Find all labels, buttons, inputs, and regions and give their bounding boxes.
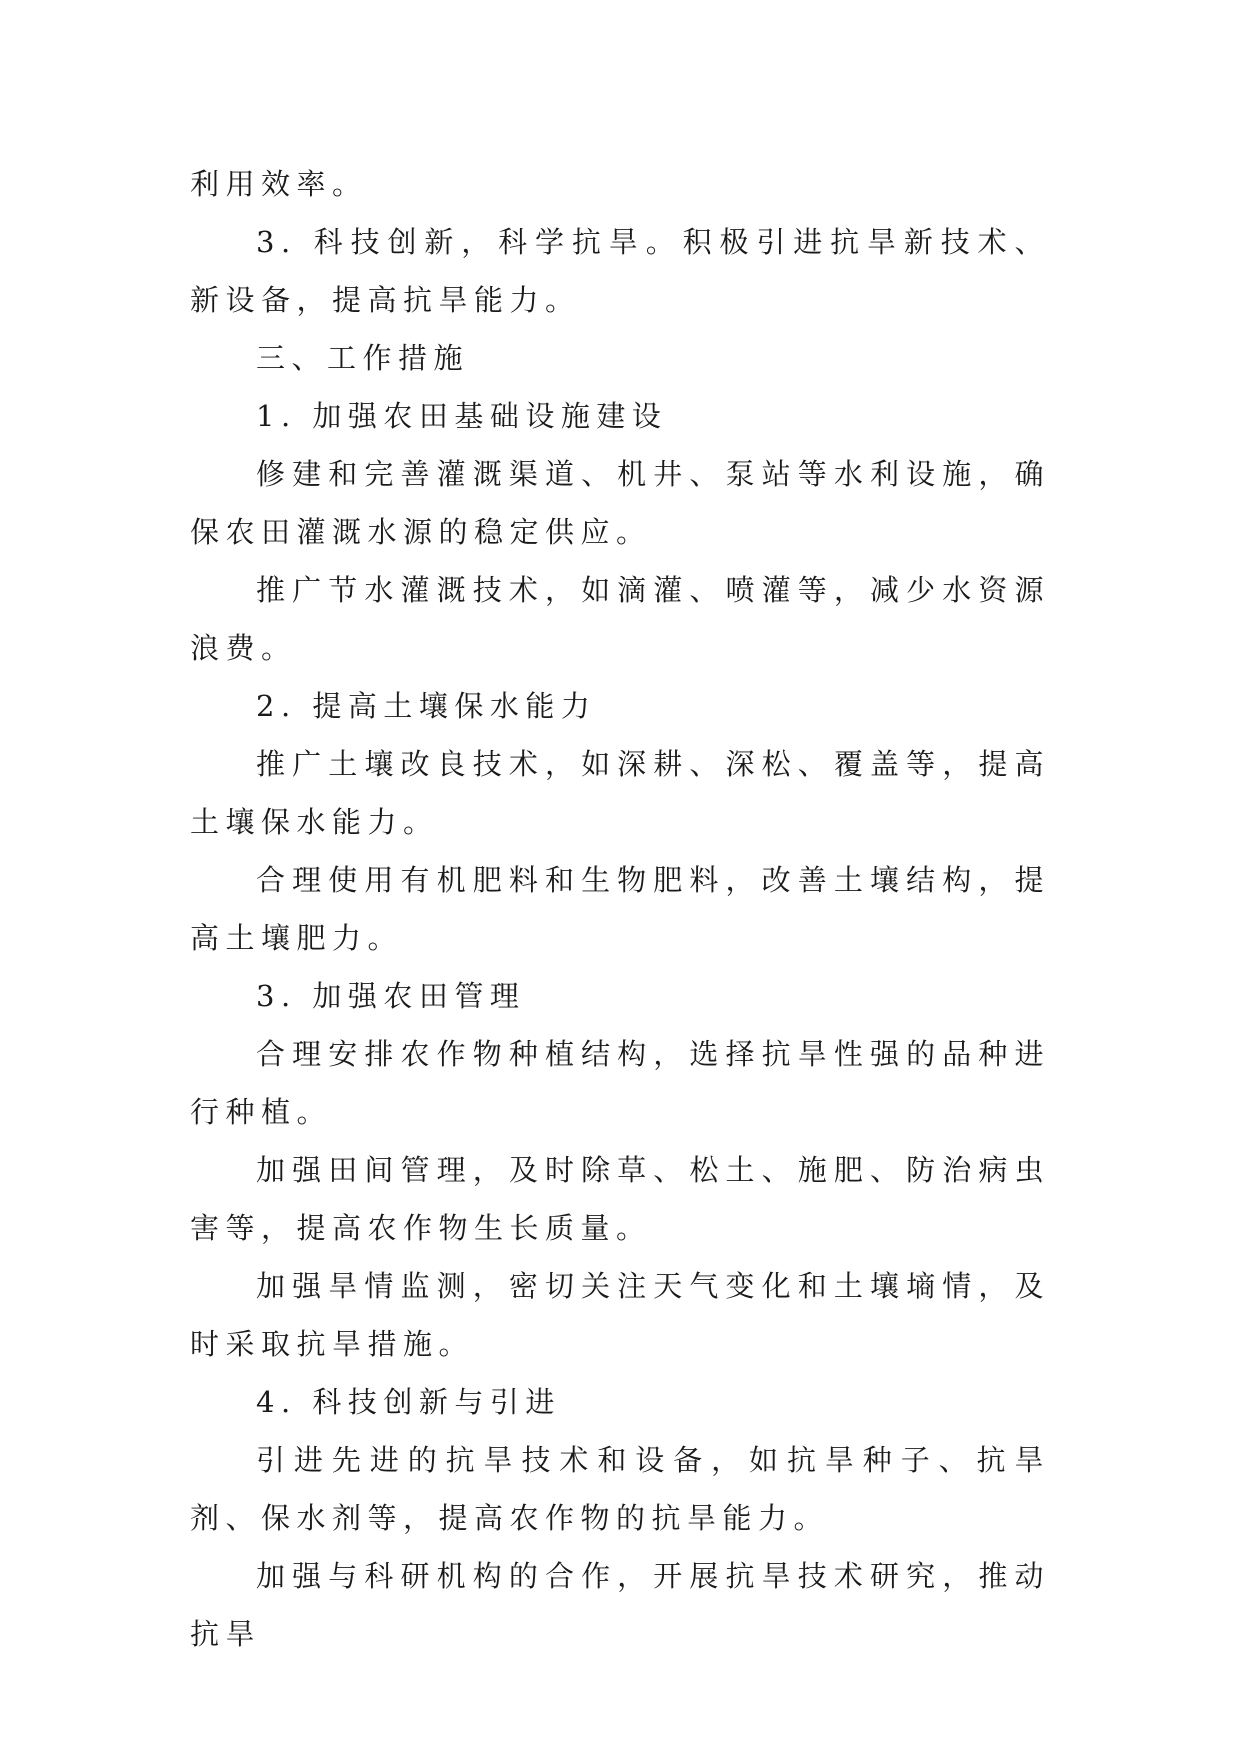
paragraph-2a: 推广土壤改良技术，如深耕、深松、覆盖等，提高土壤保水能力。 [190, 747, 1050, 839]
paragraph-1a: 修建和完善灌溉渠道、机井、泵站等水利设施，确保农田灌溉水源的稳定供应。 [190, 457, 1050, 549]
document-body [190, 155, 1050, 1663]
paragraph-1b: 推广节水灌溉技术，如滴灌、喷灌等，减少水资源浪费。 [190, 573, 1050, 665]
subheading-4: 4. 科技创新与引进 [256, 1385, 561, 1419]
section-heading-measures: 三、工作措施 [256, 341, 470, 375]
paragraph-principle-3: 3. 科技创新，科学抗旱。积极引进抗旱新技术、新设备，提高抗旱能力。 [190, 225, 1050, 317]
subheading-1: 1. 加强农田基础设施建设 [256, 399, 668, 433]
paragraph-4b: 加强与科研机构的合作，开展抗旱技术研究，推动抗旱 [190, 1559, 1050, 1651]
paragraph-continuation: 利用效率。 [190, 167, 368, 201]
paragraph-4a: 引进先进的抗旱技术和设备，如抗旱种子、抗旱剂、保水剂等，提高农作物的抗旱能力。 [190, 1443, 1050, 1535]
subheading-3: 3. 加强农田管理 [256, 979, 526, 1013]
paragraph-3a: 合理安排农作物种植结构，选择抗旱性强的品种进行种植。 [190, 1037, 1050, 1129]
paragraph-3c: 加强旱情监测，密切关注天气变化和土壤墒情，及时采取抗旱措施。 [190, 1269, 1050, 1361]
subheading-2: 2. 提高土壤保水能力 [256, 689, 597, 723]
paragraph-3b: 加强田间管理，及时除草、松土、施肥、防治病虫害等，提高农作物生长质量。 [190, 1153, 1050, 1245]
paragraph-2b: 合理使用有机肥料和生物肥料，改善土壤结构，提高土壤肥力。 [190, 863, 1050, 955]
